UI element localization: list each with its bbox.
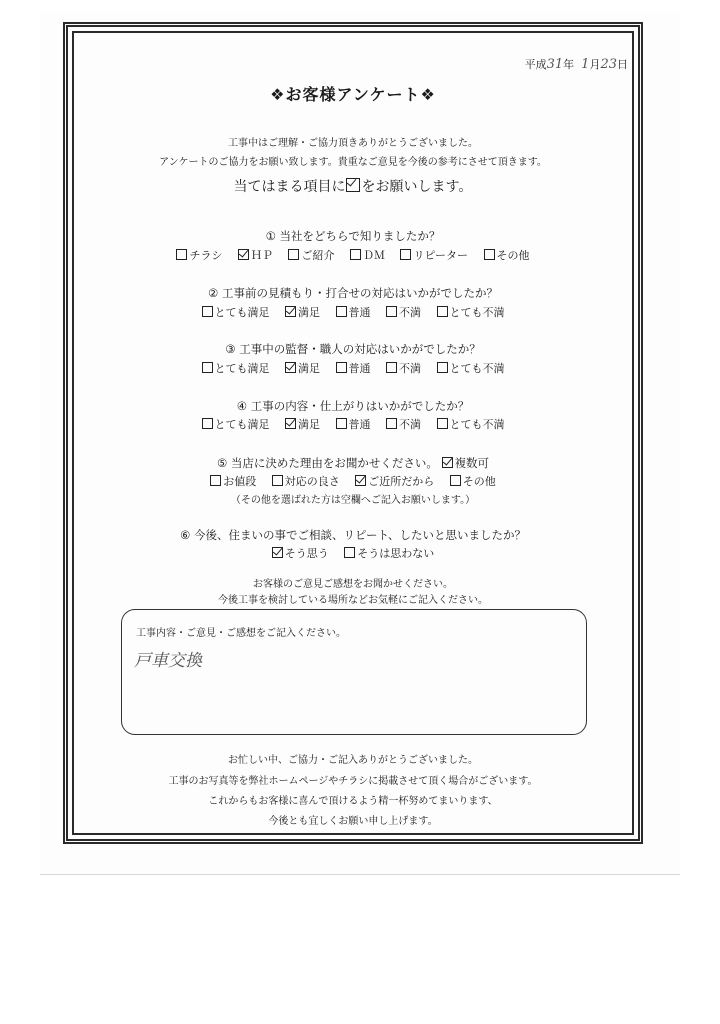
q2-option-very-satisfied[interactable]: とても満足: [202, 304, 270, 320]
checkbox-icon: [344, 547, 355, 558]
checkbox-icon: [437, 306, 448, 317]
checkbox-checked-icon: [346, 178, 360, 192]
q6-option-yes[interactable]: そう思う: [272, 545, 329, 561]
question-6-label: ⑥ 今後、住まいの事でご相談、リピート、したいと思いましたか？: [180, 528, 526, 542]
checkbox-checked-icon: [442, 457, 453, 468]
closing-line-2: 工事のお写真等を弊社ホームページやチラシに掲載させて頂く場合がございます。: [168, 776, 538, 787]
q1-option-dm[interactable]: ＤＭ: [350, 247, 385, 263]
q1-option-flyer[interactable]: チラシ: [176, 247, 222, 263]
question-4-options: [72, 416, 634, 432]
question-1-options: [72, 247, 634, 263]
checkbox-checked-icon: [285, 418, 296, 429]
question-3-label: ③ 工事中の監督・職人の対応はいかがでしたか？: [225, 342, 481, 356]
checkbox-icon: [484, 249, 495, 260]
question-4-label: ④ 工事の内容・仕上がりはいかがでしたか？: [236, 399, 470, 413]
q4-option-satisfied[interactable]: 満足: [285, 416, 320, 432]
q2-option-satisfied[interactable]: 満足: [285, 304, 320, 320]
checkbox-checked-icon: [355, 475, 366, 486]
q5-option-other[interactable]: その他: [450, 473, 496, 489]
question-5-options: [72, 473, 634, 489]
closing-line-3: これからもお客様に喜んで頂けるよう精一杯努めてまいります、: [208, 796, 498, 807]
checkbox-checked-icon: [285, 362, 296, 373]
checkbox-icon: [176, 249, 187, 260]
intro-line-1: 工事中はご理解・ご協力頂きありがとうございました。: [228, 138, 478, 149]
comment-handwritten-text: 戸車交換: [134, 651, 202, 671]
q2-option-dissatisfied[interactable]: 不満: [386, 304, 421, 320]
feedback-prompt-1: お客様のご意見ご感想をお聞かせください。: [253, 579, 453, 590]
checkbox-icon: [437, 418, 448, 429]
checkbox-checked-icon: [285, 306, 296, 317]
q1-option-other[interactable]: その他: [484, 247, 530, 263]
checkbox-icon: [202, 306, 213, 317]
question-6-options: [72, 545, 634, 561]
question-2-label: ② 工事前の見積もり・打合せの対応はいかがでしたか？: [208, 286, 498, 300]
question-1-label: ① 当社をどちらで知りましたか？: [265, 229, 441, 243]
question-2-options: [72, 304, 634, 320]
checkbox-checked-icon: [238, 249, 249, 260]
survey-date: 平成31年 1月23日: [524, 57, 628, 72]
checkbox-icon: [386, 306, 397, 317]
q2-option-very-dissatisfied[interactable]: とても不満: [437, 304, 505, 320]
q3-option-very-dissatisfied[interactable]: とても不満: [437, 360, 505, 376]
q4-option-average[interactable]: 普通: [336, 416, 371, 432]
checkbox-icon: [336, 418, 347, 429]
q3-option-average[interactable]: 普通: [336, 360, 371, 376]
checkbox-icon: [437, 362, 448, 373]
comment-area[interactable]: [121, 609, 587, 735]
checkbox-icon: [272, 475, 283, 486]
checkbox-icon: [450, 475, 461, 486]
checkbox-icon: [350, 249, 361, 260]
q5-option-price[interactable]: お値段: [210, 473, 256, 489]
checkbox-icon: [386, 418, 397, 429]
q1-option-repeater[interactable]: リピーター: [400, 247, 468, 263]
instruction: 当てはまる項目に をお願いします。: [233, 179, 473, 195]
question-3-options: [72, 360, 634, 376]
q3-option-satisfied[interactable]: 満足: [285, 360, 320, 376]
feedback-prompt-2: 今後工事を検討している場所などお気軽にご記入ください。: [218, 595, 488, 606]
comment-label: 工事内容・ご意見・ご感想をご記入ください。: [136, 628, 346, 639]
checkbox-checked-icon: [272, 547, 283, 558]
closing-line-1: お忙しい中、ご協力・ご記入ありがとうございました。: [228, 755, 478, 766]
q1-option-referral[interactable]: ご紹介: [288, 247, 334, 263]
q4-option-very-satisfied[interactable]: とても満足: [202, 416, 270, 432]
checkbox-icon: [202, 418, 213, 429]
q2-option-average[interactable]: 普通: [336, 304, 371, 320]
question-5-note: （その他を選ばれた方は空欄へご記入お願いします。）: [230, 495, 476, 506]
q5-option-nearby[interactable]: ご近所だから: [355, 473, 434, 489]
q5-option-service[interactable]: 対応の良さ: [272, 473, 340, 489]
intro-line-2: アンケートのご協力をお願い致します。貴重なご意見を今後の参考にさせて頂きます。: [159, 157, 547, 168]
q4-option-dissatisfied[interactable]: 不満: [386, 416, 421, 432]
q1-option-hp[interactable]: ＨＰ: [238, 247, 273, 263]
q3-option-dissatisfied[interactable]: 不満: [386, 360, 421, 376]
checkbox-icon: [202, 362, 213, 373]
q6-option-no[interactable]: そうは思わない: [344, 545, 434, 561]
checkbox-icon: [210, 475, 221, 486]
q3-option-very-satisfied[interactable]: とても満足: [202, 360, 270, 376]
checkbox-icon: [288, 249, 299, 260]
checkbox-icon: [336, 362, 347, 373]
q4-option-very-dissatisfied[interactable]: とても不満: [437, 416, 505, 432]
checkbox-icon: [336, 306, 347, 317]
checkbox-icon: [400, 249, 411, 260]
closing-line-4: 今後とも宜しくお願い申し上げます。: [268, 816, 438, 827]
checkbox-icon: [386, 362, 397, 373]
question-5-label: ⑤ 当店に決めた理由をお聞かせください。 複数可: [216, 456, 490, 470]
page-title: ❖お客様アンケート❖: [270, 85, 436, 104]
